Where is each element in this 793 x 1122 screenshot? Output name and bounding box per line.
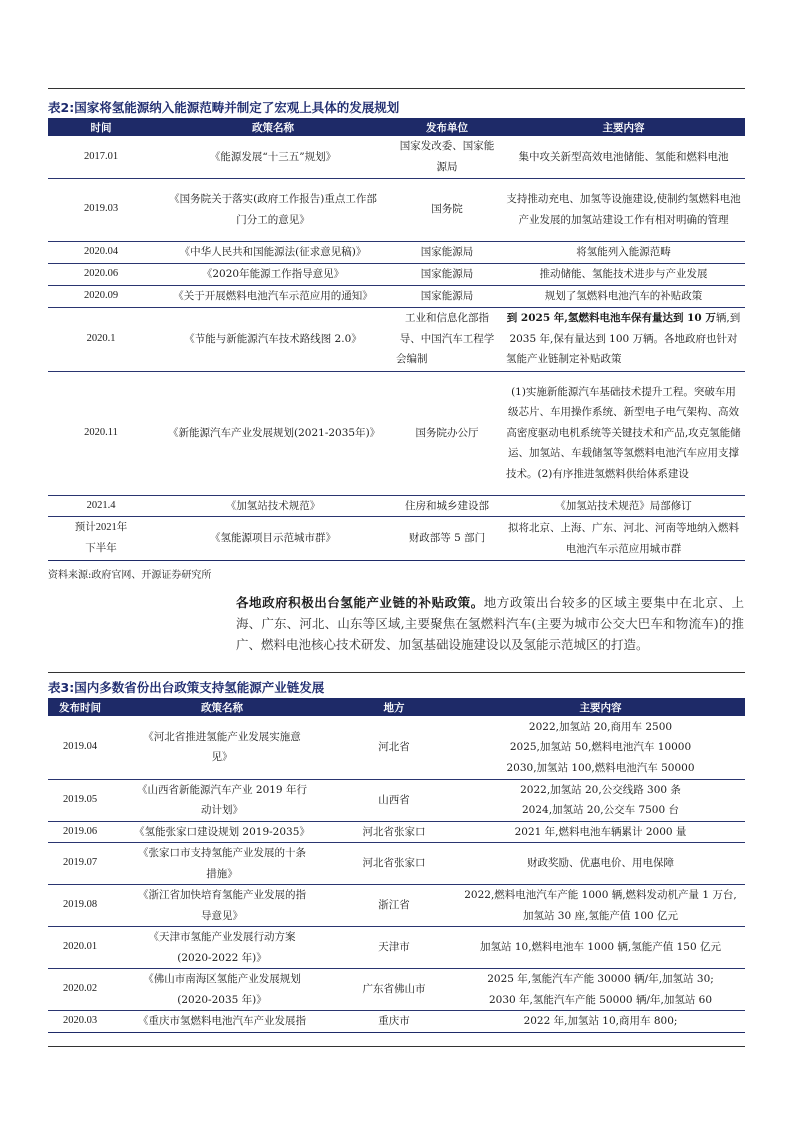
row-content xyxy=(456,1011,745,1033)
row-policy-name: 《新能源汽车产业发展规划(2021-2035年)》 xyxy=(154,371,392,495)
row-time: 2019.06 xyxy=(48,821,112,843)
row-policy-name: 《关于开展燃料电池汽车示范应用的通知》 xyxy=(154,285,392,307)
row-policy-name: 《节能与新能源汽车技术路线图 2.0》 xyxy=(154,307,392,371)
row-publisher: 住房和城乡建设部 xyxy=(392,495,502,517)
row-publisher: 国家能源局 xyxy=(392,285,502,307)
table3-title: 表3:国内多数省份出台政策支持氢能源产业链发展 xyxy=(48,680,325,695)
table-row xyxy=(48,136,745,178)
table-row xyxy=(48,307,745,371)
row-region: 广东省佛山市 xyxy=(332,969,456,1011)
row-policy-name: 《国务院关于落实(政府工作报告)重点工作部门分工的意见》 xyxy=(154,178,392,241)
row-region: 山西省 xyxy=(332,779,456,821)
row-publisher: 财政部等 5 部门 xyxy=(392,517,502,561)
content-line: 2022 年,加氢站 10,商用车 800; xyxy=(523,1015,678,1027)
table-row xyxy=(48,263,745,285)
row-time: 2020.06 xyxy=(48,263,154,285)
content-line: 2025 年,氢能汽车产能 30000 辆/年,加氢站 30; xyxy=(487,973,714,985)
table-row xyxy=(48,779,745,821)
row-region: 河北省 xyxy=(332,716,456,779)
row-time: 2021.4 xyxy=(48,495,154,517)
row-content xyxy=(456,927,745,969)
content-line: 财政奖励、优惠电价、用电保障 xyxy=(527,857,674,870)
content-line: 2022,燃料电池汽车产能 1000 辆,燃料发动机产量 1 万台,加氢站 30 座,氢能产值 100 亿元 xyxy=(464,889,737,922)
row-time: 2020.09 xyxy=(48,285,154,307)
table-row xyxy=(48,885,745,927)
row-content xyxy=(456,969,745,1011)
content-line: 2022,加氢站 20,公交线路 300 条 xyxy=(520,783,681,796)
row-time: 2019.07 xyxy=(48,843,112,885)
row-time: 预计2021年下半年 xyxy=(48,517,154,561)
row-content: (1)实施新能源汽车基础技术提升工程。突破车用级芯片、车用操作系统、新型电子电气架构、高效高密度驱动电机系统等关键技术和产品,攻克氢能储运、加氢站、车载储氢等氢燃料电池汽车应用支撑技术。(2)有序推进氢燃料供给体系建设 xyxy=(502,371,745,495)
table2-header-name: 政策名称 xyxy=(154,118,392,136)
section-rule xyxy=(48,672,745,673)
row-policy-name: 《氢能源项目示范城市群》 xyxy=(154,517,392,561)
row-region: 河北省张家口 xyxy=(332,821,456,843)
row-publisher: 国务院办公厅 xyxy=(392,371,502,495)
row-time: 2020.04 xyxy=(48,241,154,263)
content-line: 2021 年,燃料电池车辆累计 2000 量 xyxy=(514,825,687,838)
table-row xyxy=(48,371,745,495)
row-time: 2020.11 xyxy=(48,371,154,495)
row-publisher: 工业和信息化部指导、中国汽车工程学会编制 xyxy=(392,307,502,371)
row-content: 拟将北京、上海、广东、河北、河南等地纳入燃料电池汽车示范应用城市群 xyxy=(502,517,745,561)
row-time: 2020.02 xyxy=(48,969,112,1011)
content-line: 2024,加氢站 20,公交车 7500 台 xyxy=(522,804,679,816)
content-line: 加氢站 10,燃料电池车 1000 辆,氢能产值 150 亿元 xyxy=(480,941,721,954)
table-row xyxy=(48,716,745,779)
row-content: 支持推动充电、加氢等设施建设,使制约氢燃料电池产业发展的加氢站建设工作有相对明确的管理 xyxy=(502,178,745,241)
row-policy-name: 《天津市氢能产业发展行动方案(2020-2022 年)》 xyxy=(112,927,332,969)
row-time: 2019.04 xyxy=(48,716,112,779)
row-policy-name: 《2020年能源工作指导意见》 xyxy=(154,263,392,285)
row-time: 2019.05 xyxy=(48,779,112,821)
row-policy-name: 《加氢站技术规范》 xyxy=(154,495,392,517)
table2-source: 资料来源:政府官网、开源证券研究所 xyxy=(48,570,212,581)
content-line: 2022,加氢站 20,商用车 2500 xyxy=(528,720,673,733)
row-policy-name: 《重庆市氢燃料电池汽车产业发展指 xyxy=(112,1011,332,1033)
row-content xyxy=(456,779,745,821)
table3-header-row xyxy=(48,698,745,716)
table2-header-content: 主要内容 xyxy=(502,118,745,136)
row-content-highlight: 到 2025 年,氢燃料电池车保有量达到 10 万 xyxy=(506,312,716,325)
paragraph-body: 地方政策出台较多的区域主要集中在北京、上海、广东、河北、山东等区域,主要聚焦在氢燃料汽车(主要为城市公交大巴车和物流车)的推广、燃料电池核心技术研发、加氢基础设施建设以及氢能示范城区的打造。 xyxy=(236,595,744,652)
table-row xyxy=(48,843,745,885)
table-row xyxy=(48,178,745,241)
content-line: 2025,加氢站 50,燃料电池汽车 10000 xyxy=(509,741,692,753)
row-content: 规划了氢燃料电池汽车的补贴政策 xyxy=(502,285,745,307)
row-time: 2020.01 xyxy=(48,927,112,969)
row-publisher: 国家能源局 xyxy=(392,241,502,263)
table-row xyxy=(48,517,745,561)
table3-header-name: 政策名称 xyxy=(112,698,332,716)
row-policy-name: 《河北省推进氢能产业发展实施意见》 xyxy=(112,716,332,779)
content-line: 2030,加氢站 100,燃料电池汽车 50000 xyxy=(506,761,695,774)
table2-header-row xyxy=(48,118,745,136)
table2-title: 表2:国家将氢能源纳入能源范畴并制定了宏观上具体的发展规划 xyxy=(48,100,400,115)
top-rule xyxy=(48,88,745,89)
table-row xyxy=(48,821,745,843)
row-content-rest: 辆,到 2035 年,保有量达到 100 万辆。各地政府也针对氢能产业链制定补贴政策 xyxy=(506,312,741,366)
row-time: 2019.08 xyxy=(48,885,112,927)
row-policy-name: 《氢能张家口建设规划 2019-2035》 xyxy=(112,821,332,843)
row-content: 将氢能列入能源范畴 xyxy=(502,241,745,263)
table3-header-content: 主要内容 xyxy=(456,698,745,716)
paragraph-lead: 各地政府积极出台氢能产业链的补贴政策。 xyxy=(236,595,484,610)
table2-header-publisher: 发布单位 xyxy=(392,118,502,136)
row-content: 集中攻关新型高效电池储能、氢能和燃料电池 xyxy=(502,136,745,178)
row-content xyxy=(456,716,745,779)
content-line: 2030 年,氢能汽车产能 50000 辆/年,加氢站 60 xyxy=(488,993,713,1006)
row-region: 天津市 xyxy=(332,927,456,969)
row-policy-name: 《张家口市支持氢能产业发展的十条措施》 xyxy=(112,843,332,885)
table-row xyxy=(48,285,745,307)
table-row xyxy=(48,1011,745,1033)
table3-header-time: 发布时间 xyxy=(48,698,112,716)
table-row xyxy=(48,241,745,263)
table-row xyxy=(48,927,745,969)
bottom-rule xyxy=(48,1046,745,1047)
row-policy-name: 《山西省新能源汽车产业 2019 年行动计划》 xyxy=(112,779,332,821)
row-publisher: 国家能源局 xyxy=(392,263,502,285)
row-policy-name: 《中华人民共和国能源法(征求意见稿)》 xyxy=(154,241,392,263)
row-content xyxy=(456,885,745,927)
row-content xyxy=(502,307,745,371)
table-row xyxy=(48,495,745,517)
row-publisher: 国家发改委、国家能源局 xyxy=(392,136,502,178)
table3 xyxy=(48,698,745,1033)
row-content: 推动储能、氢能技术进步与产业发展 xyxy=(502,263,745,285)
row-time: 2017.01 xyxy=(48,136,154,178)
row-region: 重庆市 xyxy=(332,1011,456,1033)
row-policy-name: 《佛山市南海区氢能产业发展规划(2020-2035 年)》 xyxy=(112,969,332,1011)
row-content: 《加氢站技术规范》局部修订 xyxy=(502,495,745,517)
table2 xyxy=(48,118,745,561)
row-policy-name: 《浙江省加快培育氢能产业发展的指导意见》 xyxy=(112,885,332,927)
row-region: 浙江省 xyxy=(332,885,456,927)
table2-header-time: 时间 xyxy=(48,118,154,136)
table-row xyxy=(48,969,745,1011)
row-content xyxy=(456,843,745,885)
row-policy-name: 《能源发展“十三五”规划》 xyxy=(154,136,392,178)
body-paragraph xyxy=(236,592,744,655)
row-content xyxy=(456,821,745,843)
row-time: 2020.03 xyxy=(48,1011,112,1033)
row-time: 2020.1 xyxy=(48,307,154,371)
row-time: 2019.03 xyxy=(48,178,154,241)
row-publisher: 国务院 xyxy=(392,178,502,241)
row-region: 河北省张家口 xyxy=(332,843,456,885)
table3-header-region: 地方 xyxy=(332,698,456,716)
